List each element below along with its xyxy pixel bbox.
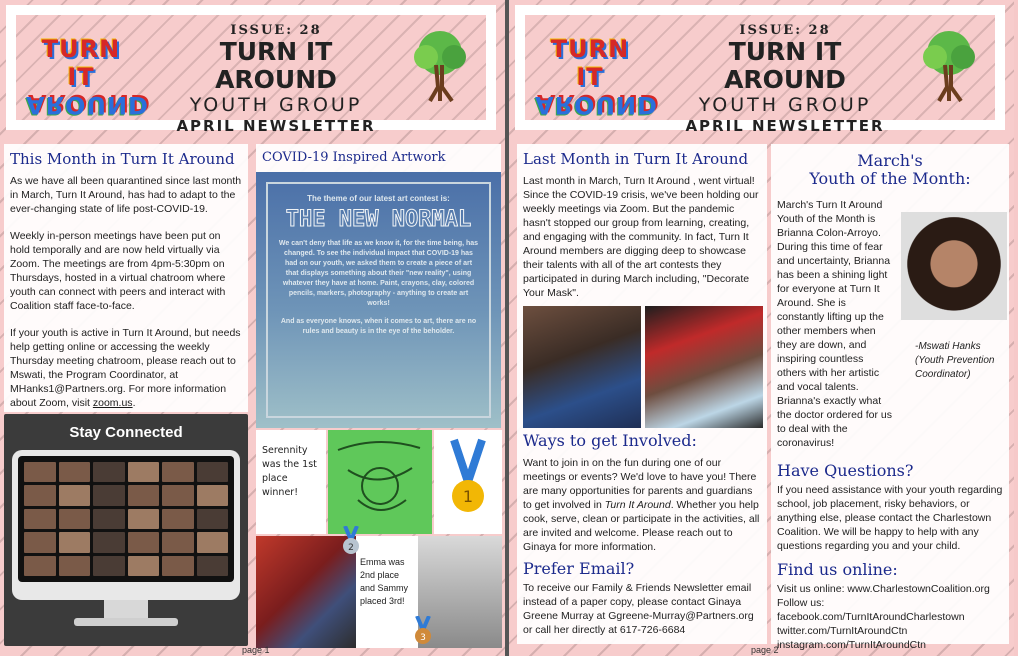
turn-it-around-logo: TURN IT AROUND: [535, 35, 658, 119]
online-instagram[interactable]: instagram.com/TurnItAroundCtn: [777, 639, 927, 651]
third-place-medal-icon: [412, 616, 434, 646]
svg-text:2: 2: [348, 543, 354, 553]
emma-note: Emma was 2nd place and Sammy placed 3rd!: [356, 536, 418, 648]
monitor-illustration: [12, 450, 240, 600]
email-paragraph: To receive our Family & Friends Newsletter email instead of a paper copy, please contact Ginaya Greene Murray at Ggreene-Murray@Partners.org or call her directly at 617-726-6684: [523, 582, 754, 636]
poster-intro: The theme of our latest art contest is:: [307, 194, 450, 203]
poster-body-2: And as everyone knows, when it comes to art, there are no rules and beauty is in the eye of the beholder.: [280, 318, 477, 335]
header-banner: [515, 5, 1005, 135]
second-place-medal-icon: [340, 526, 362, 556]
youth-of-month-photo: [901, 212, 1007, 320]
online-list: [777, 582, 1003, 652]
newsletter-month: APRIL NEWSLETTER: [176, 117, 376, 135]
ways-heading: Ways to get Involved:: [523, 431, 697, 450]
winner-note: Serennity was the 1st place winner!: [256, 430, 326, 534]
online-facebook[interactable]: facebook.com/TurnItAroundCharlestown: [777, 611, 965, 623]
masthead-titles: [665, 17, 905, 136]
newsletter-subtitle: YOUTH GROUP: [698, 94, 872, 116]
zoom-grid: [18, 456, 234, 582]
newsletter-page-1: [0, 0, 505, 656]
yom-signature: -Mswati Hanks (Youth Prevention Coordinator): [915, 341, 995, 380]
lower-left-content: [517, 430, 767, 644]
last-month-paragraph: Last month in March, Turn It Around , went virtual! Since the COVID-19 crisis, we've been holding our weekly meetings via Zoom. But the pandemic hasn't stopped our group from learning, creating, and engaging with the community. In fact, Turn It Around members are digging deep to showcase their talents with all of the art contests they participated in during March including, "Decorate Your Mask".: [523, 175, 759, 299]
masthead-titles: [156, 17, 396, 136]
newsletter-page-2: [509, 0, 1014, 656]
page-number: page 2: [751, 645, 779, 655]
last-month-heading: Last Month in Turn It Around: [523, 150, 749, 168]
stay-connected-title: Stay Connected: [69, 424, 183, 441]
page-number: page 1: [242, 645, 270, 655]
this-month-paragraph-1: As we have all been quarantined since last month in March, Turn It Around, has had to adapt to the ever-changing state of life post-COVID-19.: [10, 175, 242, 215]
poster-body-1: We can't deny that life as we know it, for the time being, has changed. To see the individual impact that COVID-19 has had on our youth, we asked them to create a piece of art that displays something about their "new reality", using whatever they have at home. Paint, crayons, clay, colored pencils, markers, photography - anything to create art works!: [278, 240, 479, 307]
questions-heading: Have Questions?: [777, 461, 914, 480]
mask-photo-1: [523, 306, 641, 428]
mask-photo-2: [645, 306, 763, 428]
online-website[interactable]: Visit us online: www.CharlestownCoalition.org: [777, 583, 990, 595]
questions-paragraph: If you need assistance with your youth regarding school, job placement, risky behaviors, or anything else, please contact the Charlestown Coalition. We will be happy to help with any questions regarding you and your child.: [777, 484, 1003, 552]
art-contest-poster: [256, 172, 501, 428]
yom-heading-2: Youth of the Month:: [809, 169, 971, 188]
medal-1-label: 1: [462, 487, 474, 506]
first-place-artwork: [328, 430, 432, 534]
online-twitter[interactable]: twitter.com/TurnItAroundCtn: [777, 625, 908, 637]
newsletter-title: TURN IT AROUND: [215, 37, 337, 94]
turn-it-around-logo: TURN IT AROUND: [26, 35, 149, 119]
tree-icon: [917, 29, 981, 103]
zoom-link[interactable]: zoom.us: [92, 397, 133, 409]
poster-theme: THE NEW NORMAL: [285, 207, 472, 232]
online-follow: Follow us:: [777, 597, 825, 609]
email-heading: Prefer Email?: [523, 559, 635, 578]
tree-icon: [408, 29, 472, 103]
this-month-paragraph-2: Weekly in-person meetings have been put on hold temporally and are now held virtually via Zoom. The meetings are from 4pm-5:30pm on Thursdays, hosted in a virtual chatroom where youth can connect with peers and interact with Coalition staff face-to-face.: [10, 230, 226, 312]
this-month-paragraph-3: If your youth is active in Turn It Around, but needs help getting online or accessing the weekly Thursday meeting chatroom, please reach out to Mswati, the Program Coordinator, at MHanks1@Partners.org. For more information about Zoom, visit zoom.us.: [10, 327, 241, 409]
yom-paragraph: March's Turn It Around Youth of the Month is Brianna Colon-Arroyo. During this time of fear and uncertainty, Brianna has been a shining light for everyone at Turn It Around. She is constantly lifting up the other members when they are down, and inspiring countless others with her artistic and vocal talents. Brianna's exactly what the doctor ordered for us to deal with the coronavirus!: [777, 199, 892, 449]
covid-artwork-header: [256, 144, 501, 172]
online-heading: Find us online:: [777, 560, 898, 579]
yom-heading-1: March's: [857, 151, 923, 170]
newsletter-subtitle: YOUTH GROUP: [189, 94, 363, 116]
newsletter-month: APRIL NEWSLETTER: [685, 117, 885, 135]
ways-paragraph: Want to join in on the fun during one of our meetings or events? We'd love to have you! There are many opportunities for parents and guardians to get involved in Turn It Around. Whether you help cook, serve, clean or participate in the activities, all are invited and welcome. Please reach out to Ginaya for more information.: [523, 457, 760, 553]
newsletter-title: TURN IT AROUND: [724, 37, 846, 94]
header-banner: [6, 5, 496, 135]
this-month-heading: This Month in Turn It Around: [10, 150, 235, 168]
stay-connected-graphic: [4, 414, 248, 646]
svg-text:3: 3: [420, 633, 426, 643]
first-place-medal: [434, 430, 502, 534]
covid-artwork-heading: COVID-19 Inspired Artwork: [262, 150, 446, 165]
issue-number: ISSUE: 28: [739, 23, 831, 38]
this-month-section: [4, 144, 248, 412]
issue-number: ISSUE: 28: [230, 23, 322, 38]
